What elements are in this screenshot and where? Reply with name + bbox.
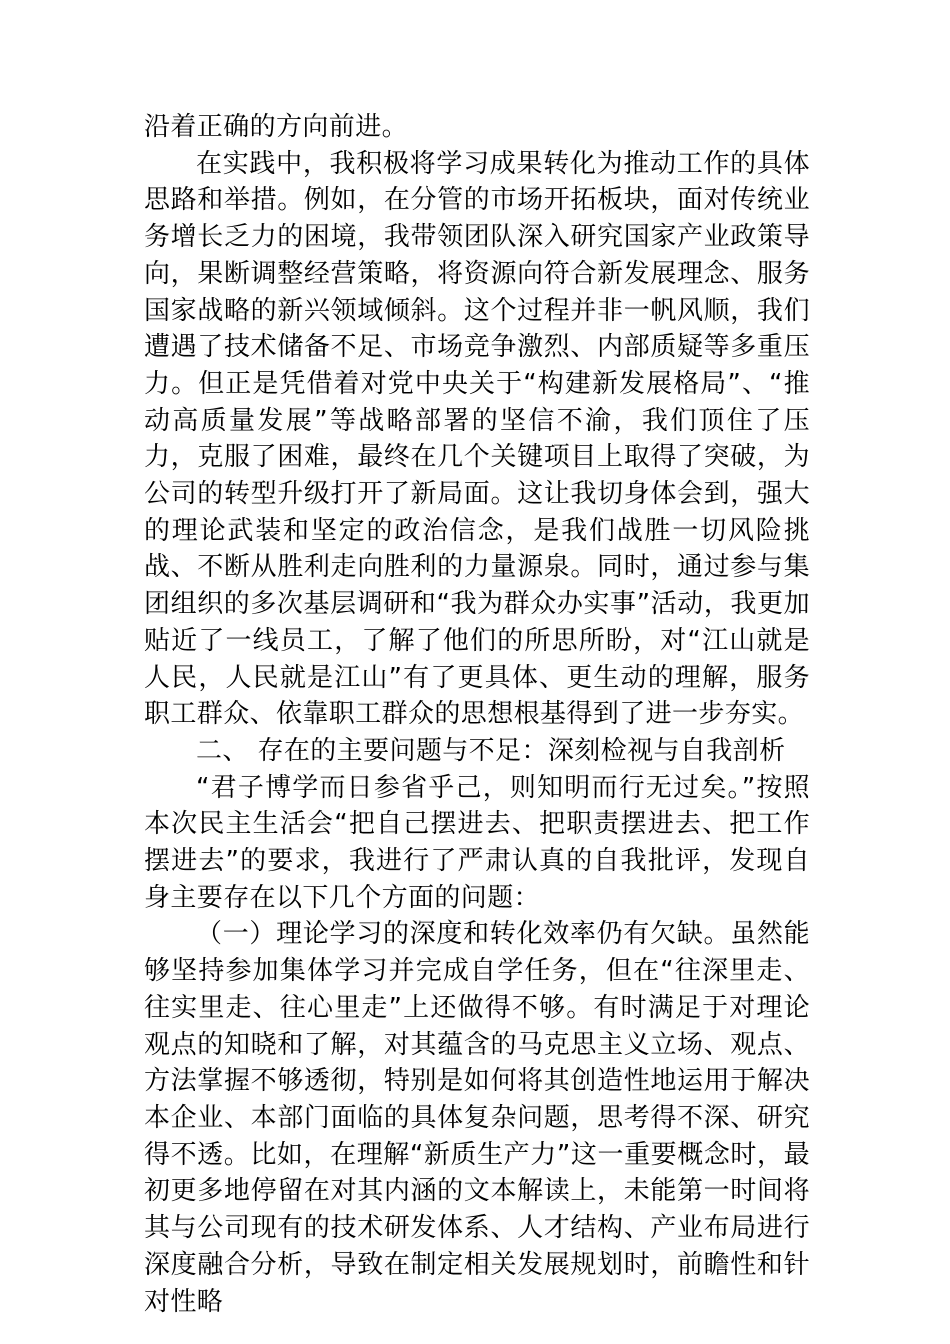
- paragraph-issue-1: （一）理论学习的深度和转化效率仍有欠缺。虽然能够坚持参加集体学习并完成自学任务，但在“往深里走、往实里走、往心里走”上还做得不够。有时满足于对理论观点的知晓和了解，对其蕴含的马克思主义立场、观点、方法掌握不够透彻，特别是如何将其创造性地运用于解决本企业、本部门面临的具体复杂问题，思考得不深、研究得不透。比如，在理解“新质生产力”这一重要概念时，最初更多地停留在对其内涵的文本解读上，未能第一时间将其与公司现有的技术研发体系、人才结构、产业布局进行深度融合分析，导致在制定相关发展规划时，前瞻性和针对性略: [144, 919, 810, 1317]
- section-heading-2: 二、 存在的主要问题与不足：深刻检视与自我剖析: [196, 735, 786, 766]
- paragraph-practice: 在实践中，我积极将学习成果转化为推动工作的具体思路和举措。例如，在分管的市场开拓板块，面对传统业务增长乏力的困境，我带领团队深入研究国家产业政策导向，果断调整经营策略，将资源向符合新发展理念、服务国家战略的新兴领域倾斜。这个过程并非一帆风顺，我们遭遇了技术储备不足、市场竞争激烈、内部质疑等多重压力。但正是凭借着对党中央关于“构建新发展格局”、“推动高质量发展”等战略部署的坚信不渝，我们顶住了压力，克服了困难，最终在几个关键项目上取得了突破，为公司的转型升级打开了新局面。这让我切身体会到，强大的理论武装和坚定的政治信念，是我们战胜一切风险挑战、不断从胜利走向胜利的力量源泉。同时，通过参与集团组织的多次基层调研和“我为群众办实事”活动，我更加贴近了一线员工，了解了他们的所思所盼，对“江山就是人民，人民就是江山”有了更具体、更生动的理解，服务职工群众、依靠职工群众的思想根基得到了进一步夯实。: [144, 148, 810, 730]
- paragraph-self-criticism-intro: “君子博学而日参省乎己，则知明而行无过矣。”按照本次民主生活会“把自己摆进去、把职责摆进去、把工作摆进去”的要求，我进行了严肃认真的自我批评，发现自身主要存在以下几个方面的问题：: [144, 772, 810, 913]
- document-page: [144, 109, 810, 1320]
- paragraph-continuation: 沿着正确的方向前进。: [144, 112, 409, 142]
